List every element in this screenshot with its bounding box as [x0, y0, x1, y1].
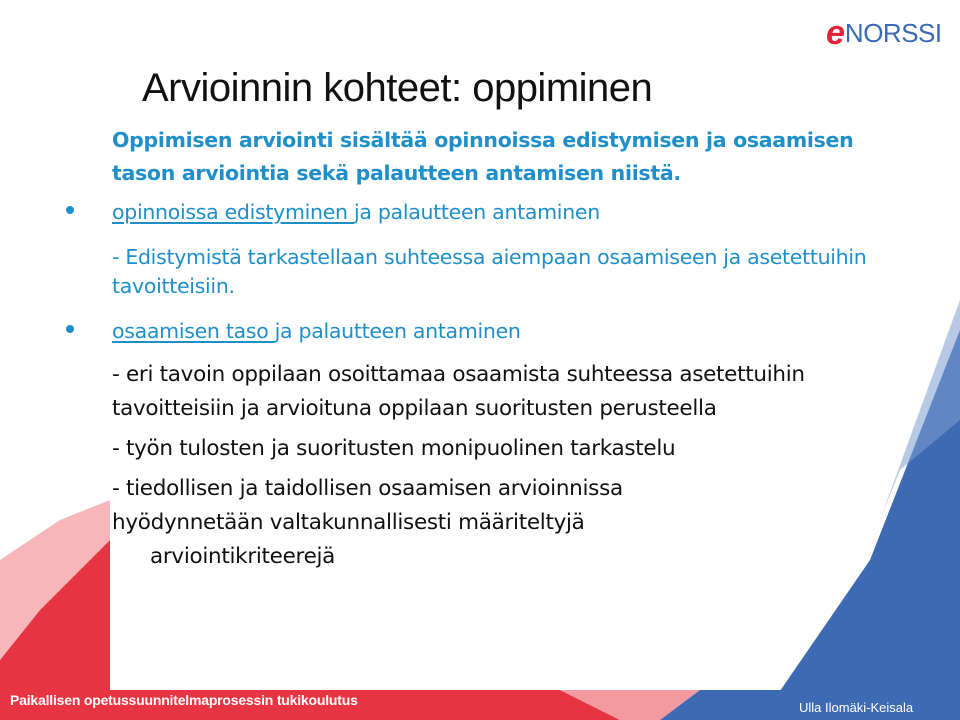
slide-content: [112, 124, 912, 574]
bullet-2-paragraph-3-line-2: hyödynnetään valtakunnallisesti määriteltyjä: [112, 510, 585, 535]
bullet-1: [112, 196, 912, 301]
bullet-2-heading: [112, 315, 912, 348]
bullet-1-heading-rest: ja palautteen antaminen: [353, 200, 600, 224]
bullet-2-paragraph-1: - eri tavoin oppilaan osoittamaa osaamista suhteessa asetettuihin tavoitteisiin ja arvioituna oppilaan suoritusten perusteella: [112, 362, 805, 421]
logo-norssi: NORSSI: [844, 18, 942, 48]
bullet-2-paragraph-3-line-3: arviointikriteerejä: [150, 544, 336, 569]
logo-e: e: [826, 14, 844, 52]
bullet-2-paragraph-2: - työn tulosten ja suoritusten monipuolinen tarkastelu: [112, 436, 676, 461]
slide-title: Arvioinnin kohteet: oppiminen: [142, 66, 653, 110]
bullet-1-heading: [112, 196, 912, 229]
footer-author: Ulla Ilomäki-Keisala: [799, 700, 914, 715]
bullet-dot-icon: [66, 206, 74, 214]
bullet-1-paragraph: - Edistymistä tarkastellaan suhteessa aiempaan osaamiseen ja asetettuihin tavoitteisiin.: [112, 245, 867, 298]
bullet-2: [112, 315, 912, 574]
enorssi-logo: [826, 16, 942, 50]
intro-text: Oppimisen arviointi sisältää opinnoissa edistymisen ja osaamisen tason arviointia sekä palautteen antamisen niistä.: [112, 128, 854, 185]
bullet-dot-icon: [66, 325, 74, 333]
bullet-2-paragraph-3: [112, 472, 912, 574]
footer-left-text: Paikallisen opetussuunnitelmaprosessin tukikoulutus: [10, 692, 358, 708]
bullet-2-heading-underlined: osaamisen taso: [112, 319, 275, 343]
bullet-1-heading-underlined: opinnoissa edistyminen: [112, 200, 354, 224]
bullet-2-paragraph-3-line-1: - tiedollisen ja taidollisen osaamisen arvioinnissa: [112, 476, 623, 501]
bullet-2-heading-rest: ja palautteen antaminen: [274, 319, 521, 343]
